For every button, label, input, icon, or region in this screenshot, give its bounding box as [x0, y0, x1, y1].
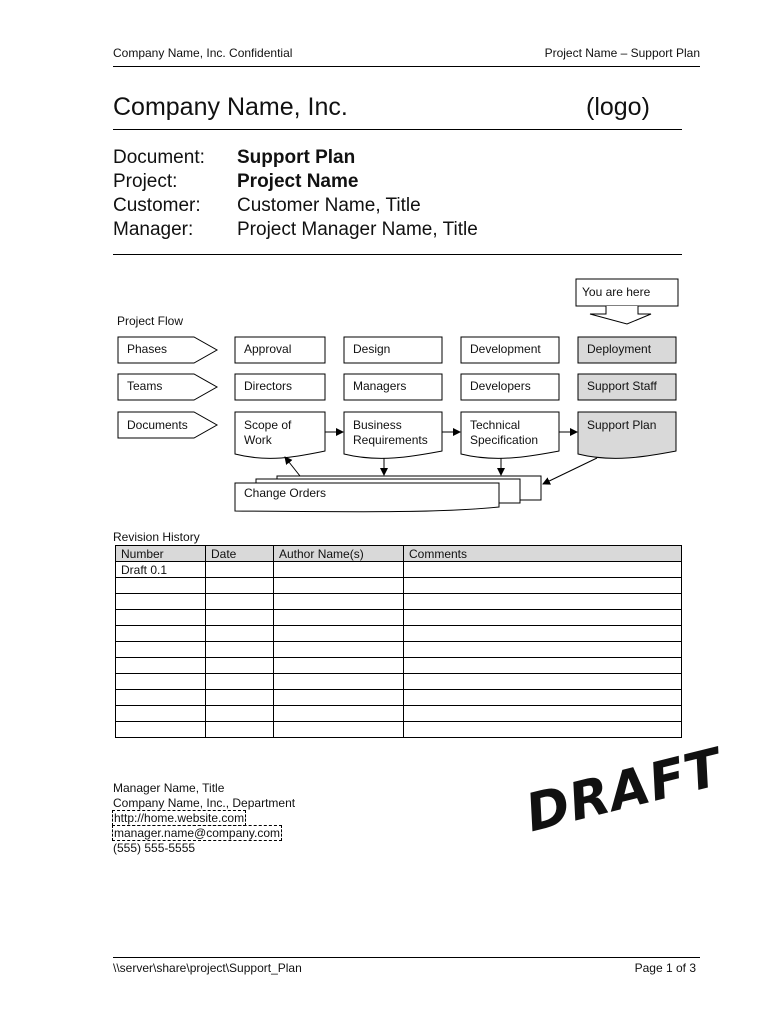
table-cell — [116, 658, 206, 674]
table-cell — [274, 594, 404, 610]
table-row — [116, 594, 682, 610]
website-link[interactable]: http://home.website.com — [114, 811, 245, 825]
table-cell — [206, 610, 274, 626]
table-cell — [116, 578, 206, 594]
table-row — [116, 562, 682, 578]
table-cell — [206, 626, 274, 642]
table-cell — [274, 690, 404, 706]
manager-value: Project Manager Name, Title — [237, 219, 478, 240]
table-cell — [206, 594, 274, 610]
table-cell — [116, 690, 206, 706]
phase-deployment: Deployment — [587, 342, 652, 356]
table-cell — [206, 658, 274, 674]
project-flow-title: Project Flow — [117, 314, 184, 328]
table-row — [116, 722, 682, 738]
table-cell — [404, 722, 682, 738]
phase-design: Design — [353, 342, 391, 356]
phases-label: Phases — [127, 342, 168, 356]
contact-company: Company Name, Inc., Department — [113, 796, 296, 810]
project-label: Project: — [113, 171, 178, 192]
change-orders-label: Change Orders — [244, 486, 327, 500]
doc-business-line2: Requirements — [353, 433, 428, 447]
doc-support-plan-label: Support Plan — [587, 418, 657, 432]
table-cell — [206, 706, 274, 722]
project-value: Project Name — [237, 171, 359, 192]
doc-technical-line1: Technical — [470, 418, 521, 432]
table-cell — [206, 722, 274, 738]
table-cell — [404, 658, 682, 674]
down-arrow-icon — [590, 306, 651, 324]
footer-divider — [113, 957, 700, 958]
doc-technical-line2: Specification — [470, 433, 539, 447]
table-cell — [206, 578, 274, 594]
table-cell — [274, 610, 404, 626]
phase-approval: Approval — [244, 342, 292, 356]
table-header-row — [116, 546, 682, 562]
table-row — [116, 690, 682, 706]
email-link[interactable]: manager.name@company.com — [114, 826, 281, 840]
teams-label: Teams — [127, 379, 163, 393]
documents-label: Documents — [127, 418, 188, 432]
column-number: Number — [116, 546, 206, 562]
table-cell — [206, 674, 274, 690]
table-cell — [404, 578, 682, 594]
table-row — [116, 626, 682, 642]
table-cell — [116, 722, 206, 738]
document-value: Support Plan — [237, 147, 356, 168]
table-row — [116, 706, 682, 722]
doc-scope-line1: Scope of — [244, 418, 292, 432]
table-row — [116, 674, 682, 690]
table-cell — [274, 626, 404, 642]
table-cell: Draft 0.1 — [116, 562, 206, 578]
contact-phone: (555) 555-5555 — [113, 841, 196, 855]
table-cell — [274, 562, 404, 578]
header-project-plan: Project Name – Support Plan — [544, 46, 700, 60]
customer-label: Customer: — [113, 195, 201, 216]
table-cell — [404, 690, 682, 706]
company-name-title: Company Name, Inc. — [113, 93, 348, 121]
logo-placeholder: (logo) — [586, 93, 650, 121]
table-cell — [116, 594, 206, 610]
draft-stamp: DRAFT — [520, 737, 729, 845]
team-developers: Developers — [470, 379, 531, 393]
you-are-here-label: You are here — [582, 285, 651, 299]
table-cell — [274, 658, 404, 674]
table-cell — [274, 674, 404, 690]
table-cell — [274, 706, 404, 722]
table-cell — [206, 562, 274, 578]
column-date: Date — [206, 546, 274, 562]
table-cell — [274, 722, 404, 738]
contact-block — [113, 781, 295, 856]
column-author: Author Name(s) — [274, 546, 404, 562]
table-row — [116, 658, 682, 674]
table-cell — [116, 610, 206, 626]
manager-label: Manager: — [113, 219, 194, 240]
table-row — [116, 642, 682, 658]
footer-file-path: \\server\share\project\Support_Plan — [113, 961, 302, 975]
team-managers: Managers — [353, 379, 407, 393]
table-cell — [274, 642, 404, 658]
team-directors: Directors — [244, 379, 293, 393]
you-are-here-callout — [576, 279, 678, 324]
table-cell — [404, 626, 682, 642]
table-row — [116, 610, 682, 626]
customer-value: Customer Name, Title — [237, 195, 421, 216]
table-cell — [206, 690, 274, 706]
column-comments: Comments — [404, 546, 682, 562]
table-cell — [116, 642, 206, 658]
revision-history-title: Revision History — [113, 530, 200, 544]
revision-table-body — [116, 562, 682, 738]
phase-development: Development — [470, 342, 541, 356]
table-row — [116, 578, 682, 594]
table-cell — [116, 626, 206, 642]
contact-name: Manager Name, Title — [113, 781, 225, 795]
table-cell — [206, 642, 274, 658]
table-cell — [404, 706, 682, 722]
footer-page-number: Page 1 of 3 — [634, 961, 696, 975]
table-cell — [404, 610, 682, 626]
team-support-staff: Support Staff — [587, 379, 657, 393]
table-cell — [116, 706, 206, 722]
table-cell — [274, 578, 404, 594]
table-cell — [404, 562, 682, 578]
table-cell — [404, 674, 682, 690]
doc-scope-line2: Work — [244, 433, 272, 447]
table-cell — [404, 594, 682, 610]
revision-history-table — [115, 545, 682, 738]
table-cell — [116, 674, 206, 690]
table-cell — [404, 642, 682, 658]
doc-business-line1: Business — [353, 418, 402, 432]
document-label: Document: — [113, 147, 205, 168]
header-confidential: Company Name, Inc. Confidential — [113, 46, 293, 60]
